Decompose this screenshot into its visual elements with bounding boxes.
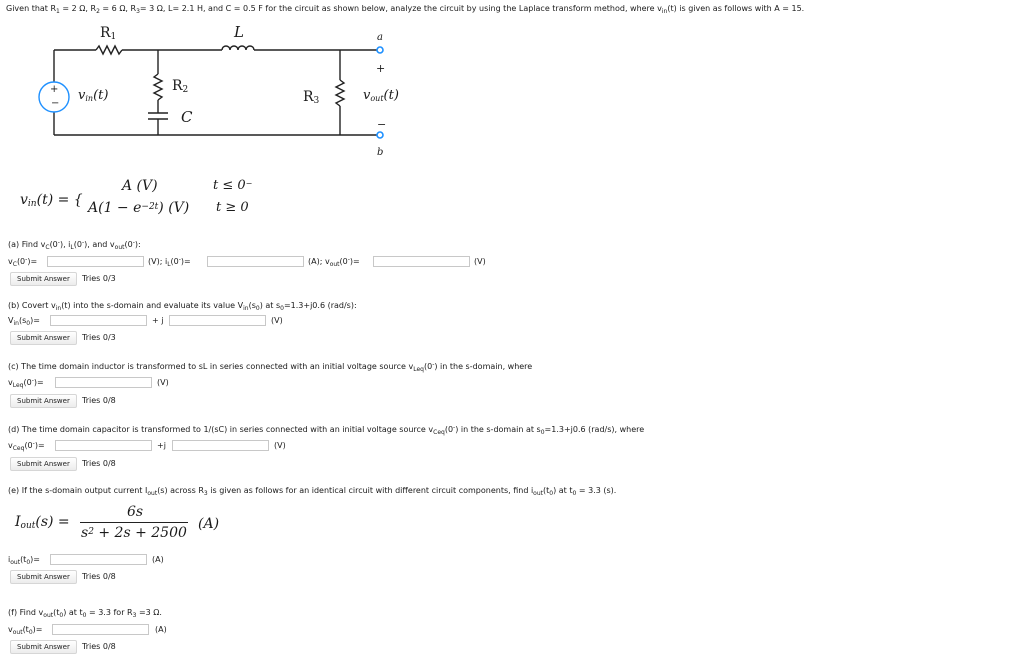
- label-l: L: [234, 23, 244, 41]
- part-b-submit-button[interactable]: Submit Answer: [10, 331, 77, 345]
- label-vout: $v_{out}(t)$: [363, 88, 399, 103]
- vin-real-input[interactable]: [50, 315, 147, 326]
- r1-resistor: [96, 46, 122, 54]
- label-plus-out: +: [376, 62, 386, 75]
- iout-denominator: $s^2 + 2s + 2500$: [81, 525, 187, 541]
- vceq-real-input[interactable]: [55, 440, 152, 451]
- terminal-a: [377, 47, 383, 53]
- part-b-question: (b) Covert $v_{in}(t)$ into the s-domain and evaluate its value $V_{in}(s_0)$ at $s_0=1.3+j0.6$ (rad/s):: [8, 301, 357, 312]
- part-d-unit: (V): [274, 441, 286, 450]
- iout-input[interactable]: [50, 554, 147, 565]
- r2-resistor: [154, 74, 162, 100]
- source-minus: −: [51, 98, 60, 109]
- vc-label: $v_C(0^-)=$: [8, 256, 38, 268]
- case1-value: A (V): [122, 178, 158, 194]
- inductor: [222, 46, 254, 50]
- part-e-question: (e) If the s-domain output current $I_{out}(s)$ across $R_3$ is given as follows for an identical circuit with different circuit components, find $i_{out}(t_0)$ at $t_0 = 3.3$ (s).: [8, 486, 617, 497]
- part-f-tries: Tries 0/8: [82, 642, 116, 651]
- il-label: (V); $i_L(0^-)=$: [148, 256, 191, 268]
- part-c-submit-button[interactable]: Submit Answer: [10, 394, 77, 408]
- vceq-label: $v_{Ceq}(0^-)=$: [8, 440, 45, 452]
- part-d-submit-button[interactable]: Submit Answer: [10, 457, 77, 471]
- label-node-a: a: [377, 32, 383, 43]
- label-vin: $v_{in}(t)$: [78, 88, 109, 103]
- vin-piecewise-lhs: $v_{in}(t)$ = {: [20, 192, 83, 209]
- part-d-tries: Tries 0/8: [82, 459, 116, 468]
- part-f-submit-button[interactable]: Submit Answer: [10, 640, 77, 654]
- part-f-unit: (A): [155, 625, 167, 634]
- terminal-b: [377, 132, 383, 138]
- source-plus: +: [50, 84, 59, 95]
- part-a-tries: Tries 0/3: [82, 274, 116, 283]
- problem-statement: Given that $R_1 = 2$ Ω, $R_2 = 6$ Ω, $R_3= 3$ Ω, L= 2.1 H, and C = 0.5 F for the circuit as shown below, analyze the circuit by using the Laplace transform method, where $v_{in}(t)$ is given as follows with A = 15.: [6, 4, 805, 15]
- iout-equation-lhs: $I_{out}(s)$ =: [15, 514, 70, 531]
- vin-plus-j: + j: [152, 316, 164, 325]
- label-r3: $R_3$: [303, 89, 320, 106]
- case2-value: $A(1 - e^{-2t})$ (V): [88, 200, 190, 216]
- vc-input[interactable]: [47, 256, 144, 267]
- part-b-unit: (V): [271, 316, 283, 325]
- r3-resistor: [336, 80, 344, 106]
- fraction-bar: [80, 522, 188, 523]
- vceq-imag-input[interactable]: [172, 440, 269, 451]
- part-d-question: (d) The time domain capacitor is transformed to 1/(sC) in series connected with an initial voltage source $v_{Ceq}(0^-)$ in the s-domain at $s_0=1.3+j0.6$ (rad/s), where: [8, 424, 645, 436]
- iout-t0-label: $i_{out}(t_0)=$: [8, 555, 40, 566]
- part-e-tries: Tries 0/8: [82, 572, 116, 581]
- part-a-submit-button[interactable]: Submit Answer: [10, 272, 77, 286]
- vin-s0-label: $V_{in}(s_0)=$: [8, 316, 40, 327]
- part-c-question: (c) The time domain inductor is transformed to sL in series connected with an initial voltage source $v_{Leq}(0^-)$ in the s-domain, where: [8, 361, 533, 373]
- label-r1: $R_1$: [100, 25, 117, 42]
- label-minus-out: −: [377, 118, 387, 131]
- part-b-tries: Tries 0/3: [82, 333, 116, 342]
- vin-imag-input[interactable]: [169, 315, 266, 326]
- iout-numerator: 6s: [127, 504, 144, 520]
- vout-input[interactable]: [373, 256, 470, 267]
- il-input[interactable]: [207, 256, 304, 267]
- vout-t0-input[interactable]: [52, 624, 149, 635]
- vceq-plus-j: +j: [157, 441, 166, 450]
- part-e-submit-button[interactable]: Submit Answer: [10, 570, 77, 584]
- vout-t0-label: $v_{out}(t_0)=$: [8, 625, 43, 636]
- vleq-label: $v_{Leq}(0^-)=$: [8, 377, 44, 389]
- label-r2: $R_2$: [172, 78, 189, 95]
- part-e-unit: (A): [152, 555, 164, 564]
- case2-condition: t ≥ 0: [216, 200, 249, 215]
- case1-condition: t ≤ 0−: [213, 178, 253, 193]
- label-node-b: b: [377, 147, 384, 158]
- iout-unit: (A): [198, 516, 220, 532]
- label-c: C: [181, 108, 193, 126]
- circuit-diagram: [0, 0, 420, 170]
- part-a-question: (a) Find $v_C(0^-)$, $i_L(0^-)$, and $v_{out}(0^-)$:: [8, 239, 141, 251]
- vleq-input[interactable]: [55, 377, 152, 388]
- part-c-unit: (V): [157, 378, 169, 387]
- part-a-unit: (V): [474, 257, 486, 266]
- part-f-question: (f) Find $v_{out}(t_0)$ at $t_0 = 3.3$ for $R_3 =3$ Ω.: [8, 608, 162, 619]
- vout-label: (A); $v_{out}(0^-)=$: [308, 256, 360, 268]
- part-c-tries: Tries 0/8: [82, 396, 116, 405]
